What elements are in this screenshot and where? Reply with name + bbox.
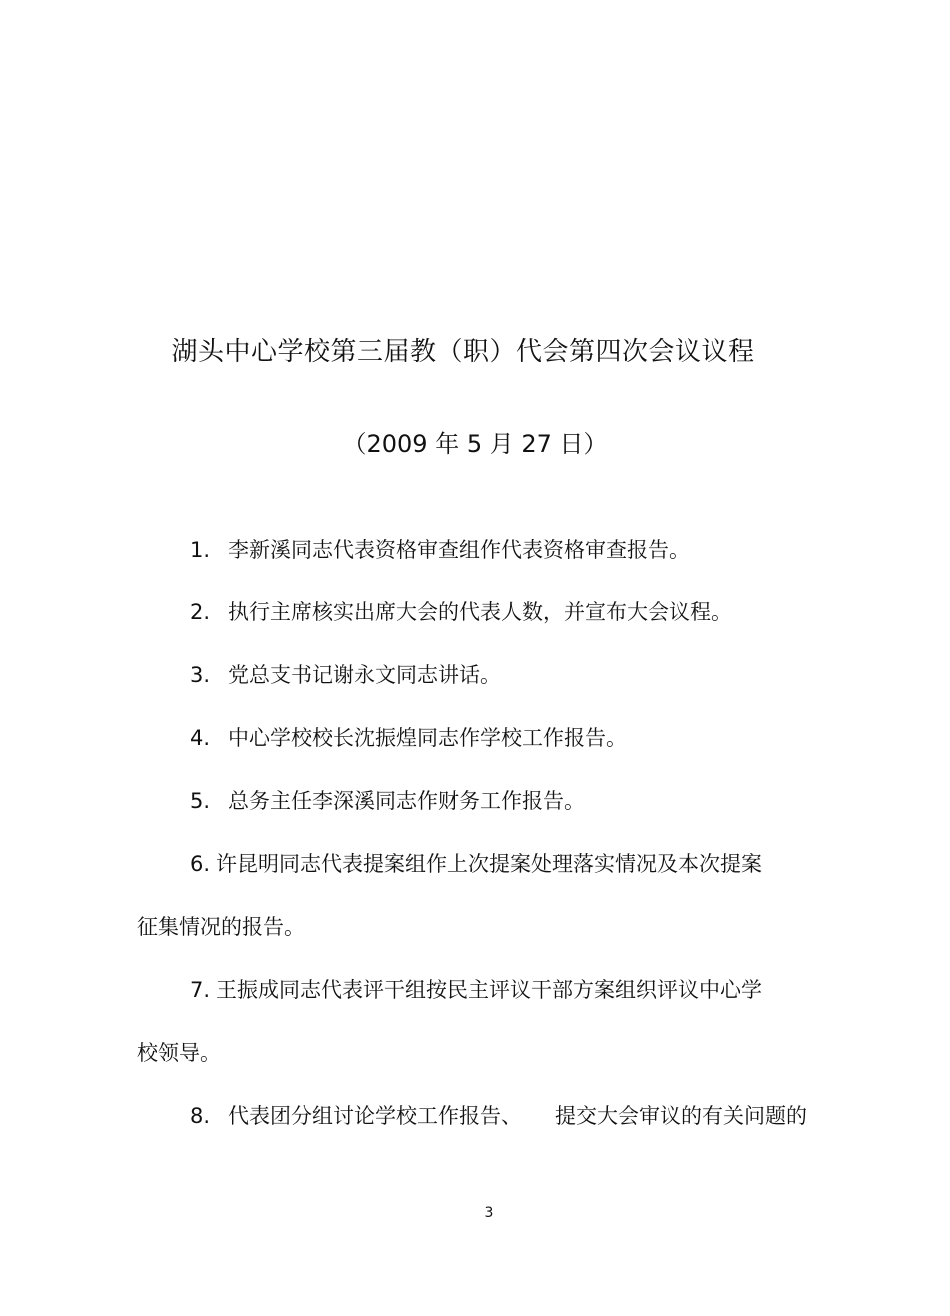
agenda-item-number: 8. (190, 1104, 211, 1128)
agenda-item-text: 代表团分组讨论学校工作报告、 (228, 1104, 522, 1128)
agenda-item-text: 李新溪同志代表资格审查组作代表资格审查报告。 (228, 538, 690, 562)
agenda-item-text-part2: 提交大会审议的有关问题的 (555, 1104, 807, 1128)
agenda-item-number: 5. (190, 789, 211, 813)
agenda-item-text: 总务主任李深溪同志作财务工作报告。 (228, 789, 585, 813)
agenda-item-number: 7. (190, 978, 211, 1002)
page-number: 3 (484, 1205, 494, 1221)
agenda-item-text: 党总支书记谢永文同志讲话。 (228, 663, 501, 687)
agenda-item-text: 中心学校校长沈振煌同志作学校工作报告。 (228, 726, 627, 750)
agenda-item-continuation: 征集情况的报告。 (137, 915, 305, 939)
agenda-item-number: 3. (190, 663, 211, 687)
agenda-item-text: 执行主席核实出席大会的代表人数，并宣布大会议程。 (228, 600, 732, 624)
agenda-item-number: 6. (190, 852, 211, 876)
agenda-item-text: 许昆明同志代表提案组作上次提案处理落实情况及本次提案 (216, 852, 762, 876)
agenda-item-number: 1. (190, 538, 211, 562)
meeting-date: （2009 年 5 月 27 日） (342, 430, 608, 458)
agenda-item-continuation: 校领导。 (137, 1041, 221, 1065)
document-title: 湖头中心学校第三届教（职）代会第四次会议议程 (171, 337, 755, 367)
agenda-item-number: 2. (190, 600, 211, 624)
agenda-item-number: 4. (190, 726, 211, 750)
agenda-item-text: 王振成同志代表评干组按民主评议干部方案组织评议中心学 (216, 978, 762, 1002)
